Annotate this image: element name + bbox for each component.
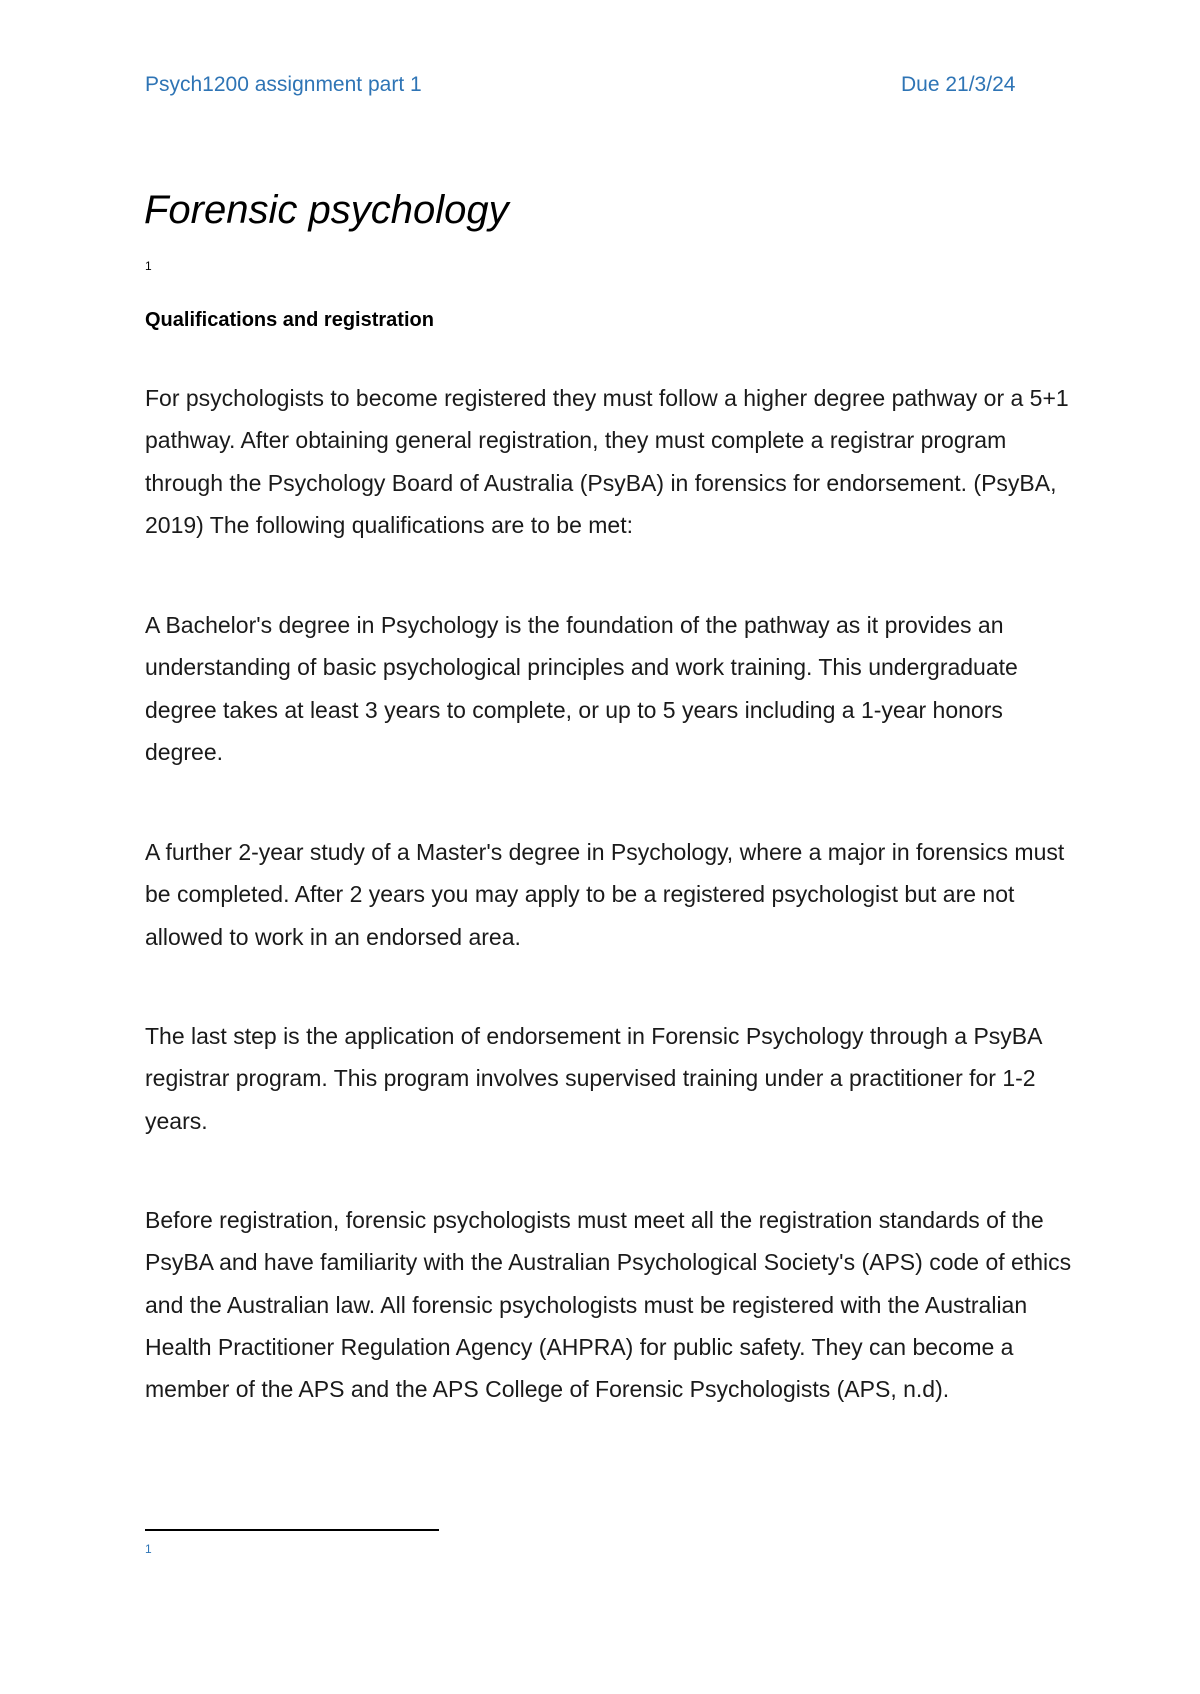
section-heading: Qualifications and registration <box>145 309 434 331</box>
paragraph-bachelors-degree: A Bachelor's degree in Psychology is the foundation of the pathway as it provides an understanding of basic psychological principles and work training. This undergraduate degree takes at least 3 years to complete, or up to 5 years including a 1-year honors degree. <box>145 612 1018 765</box>
paragraph-endorsement: The last step is the application of endorsement in Forensic Psychology through a PsyBA registrar program. This program involves supervised training under a practitioner for 1-2 years. <box>145 1023 1042 1134</box>
header-due-date: Due 21/3/24 <box>901 73 1016 96</box>
paragraph-masters-degree: A further 2-year study of a Master's degree in Psychology, where a major in forensics must be completed. After 2 years you may apply to be a registered psychologist but are not allowed to work in an endorsed area. <box>145 839 1065 950</box>
paragraph-registration-standards: Before registration, forensic psychologists must meet all the registration standards of the PsyBA and have familiarity with the Australian Psychological Society's (APS) code of ethics and the Australian law. All forensic psychologists must be registered with the Australian Health Practitioner Regulation Agency (AHPRA) for public safety. They can become a member of the APS and the APS College of Forensic Psychologists (APS, n.d). <box>145 1207 1072 1403</box>
footnote-marker[interactable]: 1 <box>145 1542 152 1556</box>
footnote-reference: 1 <box>145 259 152 273</box>
footnote-separator <box>145 1529 439 1531</box>
document-title: Forensic psychology <box>144 188 509 232</box>
paragraph-registration-pathway: For psychologists to become registered they must follow a higher degree pathway or a 5+1 pathway. After obtaining general registration, they must complete a registrar program through the Psychology Board of Australia (PsyBA) in forensics for endorsement. (PsyBA, 2019) The following qualifications are to be met: <box>145 385 1069 538</box>
header-assignment-label: Psych1200 assignment part 1 <box>145 73 422 96</box>
